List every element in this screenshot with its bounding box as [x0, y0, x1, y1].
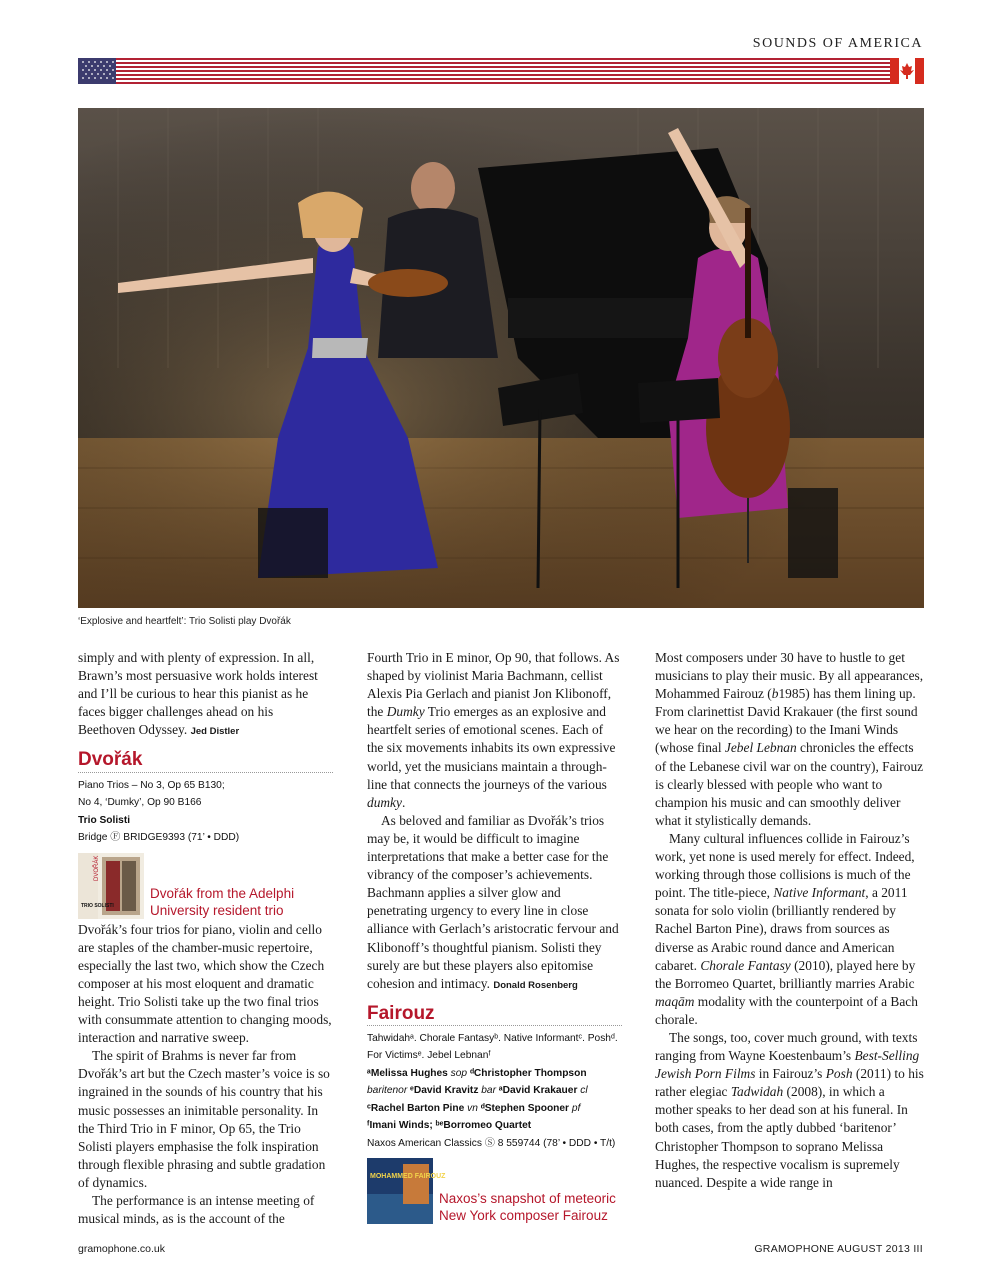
footer-website: gramophone.co.uk [78, 1243, 165, 1255]
cover-caption: Dvořák from the Adelphi University resident trio [150, 885, 295, 918]
album-cover-fairouz [367, 1158, 446, 1224]
album-cover-dvorak [78, 853, 144, 919]
paragraph: The performance is an intense meeting of musical minds, as is the account of the [78, 1192, 315, 1227]
paragraph: The spirit of Brahms is never far from Dvořák’s art but the Czech master’s voice is so ingrained in the sounds of his country that his music possesses an inimitable personality. In the Third Trio in F minor, Op 65, the Trio Solisti players emphasise the folk inspiration through flexible phrasing and subtle gradation of dynamics. [78, 1048, 330, 1190]
album-cover-row [78, 853, 333, 919]
review-title-fairouz: Fairouz [367, 1005, 622, 1026]
reviewer-signature: Donald Rosenberg [493, 979, 578, 991]
review-title-dvorak: Dvořák [78, 751, 333, 772]
paragraph: Dvořák’s four trios for piano, violin and cello are staples of the chamber-music repertoire, especially the last two, which show the Czech composer at his most eloquent and dramatic height. Trio Solisti take up the two final trios with consummate attention to changing moods, interaction and narrative sweep. [78, 921, 332, 1046]
cover-text: DVOŘÁK [94, 855, 100, 881]
photo-caption: ‘Explosive and heartfelt’: Trio Solisti play Dvořák [78, 616, 291, 627]
paragraph: The songs, too, cover much ground, with texts ranging from Wayne Koestenbaum’s Best-Selling Jewish Porn Films in Fairouz’s Posh (2011) to his rather elegiac Tadwidah (2008), in which a mother speaks to her dead son at his funeral. In both cases, from the aptly dubbed ‘baritenor’ Christopher Thompson to soprano Melissa Hughes, the respective vocalism is supremely nuanced. Despite a wide range in [655, 1029, 924, 1190]
review-metadata: Piano Trios – No 3, Op 65 B130; No 4, ‘Dumky’, Op 90 B166 Trio Solisti Bridge Ⓕ BRIDGE9393 (71’ • DDD) [78, 779, 240, 844]
flag-banner [78, 58, 924, 84]
column-2 [367, 649, 622, 1226]
paragraph: Most composers under 30 have to hustle to get musicians to play their music. By all appearances, Mohammed Fairouz (b1985) has them lining up. From clarinettist David Krakauer (the first sound we hear on the recording) to the Imani Winds (whose final Jebel Lebnan chronicles the effects of the Lebanese civil war on the country), Fairouz is clearly blessed with people who want to champion his music and can smoothly deliver what it stylistically demands. [655, 650, 924, 828]
paragraph: Many cultural influences collide in Fairouz’s work, yet none is used merely for effect. Indeed, working through those collisions is much of the point. The title-piece, Native Informant, a 2011 sonata for solo violin (brilliantly rendered by Rachel Barton Pine), draws from sources as diverse as Arabic round dance and American cabaret. Chorale Fantasy (2010), played here by the Borromeo Quartet, brilliantly marries Arabic maqām modality with the counterpoint of a Bach chorale. [655, 830, 918, 1027]
paragraph: Fourth Trio in E minor, Op 90, that follows. As shaped by violinist Maria Bachmann, cellist Alexis Pia Gerlach and pianist Jon Klibonoff, the Dumky Trio emerges as an explosive and heartfelt series of emotional scenes. Each of the six movements inhabits its own expressive world, yet the musicians maintain a through-line that connects the journeys of the various dumky. [367, 650, 620, 810]
footer-issue: GRAMOPHONE AUGUST 2013 III [754, 1243, 923, 1255]
cover-caption: Naxos’s snapshot of meteoric New York composer Fairouz [439, 1191, 616, 1224]
review-metadata: Tahwidahᵃ. Chorale Fantasyᵇ. Native Informantᶜ. Poshᵈ. For Victimsᵉ. Jebel Lebnanᶠ ᵃMelissa Hughes sop ᵈChristopher Thompson baritenor ᵉDavid Kravitz bar ᵃDavid Krakauer cl ᶜRachel Barton Pine vn ᵈStephen Spooner pf ᶠImani Winds; ᵇᵉBorromeo Quartet Naxos American Classics Ⓢ 8 559744 (78’ • DDD • T/t) [367, 1032, 618, 1149]
cover-text: MOHAMMED FAIROUZ [370, 1173, 446, 1181]
performance-photo [78, 108, 924, 608]
album-cover-row [367, 1158, 622, 1224]
svg-text:TRIO SOLISTI: TRIO SOLISTI [81, 902, 114, 909]
paragraph: As beloved and familiar as Dvořák’s trios may be, it would be difficult to imagine interpretations that make a better case for the vibrancy of the composer’s achievements. Bachmann applies a silver glow and penetrating urgency to every line in close alliance with Gerlach’s aristocratic fervour and Klibonoff’s thoughtful pianism. Solisti they surely are but these players also epitomise cohesion and intimacy. Donald Rosenberg [367, 812, 619, 991]
section-title: SOUNDS OF AMERICA [752, 36, 923, 51]
reviewer-signature: Jed Distler [190, 726, 240, 738]
paragraph: simply and with plenty of expression. In all, Brawn’s most persuasive work holds interest and I’ll be curious to hear this pianist as he faces bigger challenges ahead on his Beethoven Odyssey. Jed Distler [78, 650, 318, 738]
column-3 [655, 649, 925, 1192]
column-1 [78, 649, 333, 1228]
